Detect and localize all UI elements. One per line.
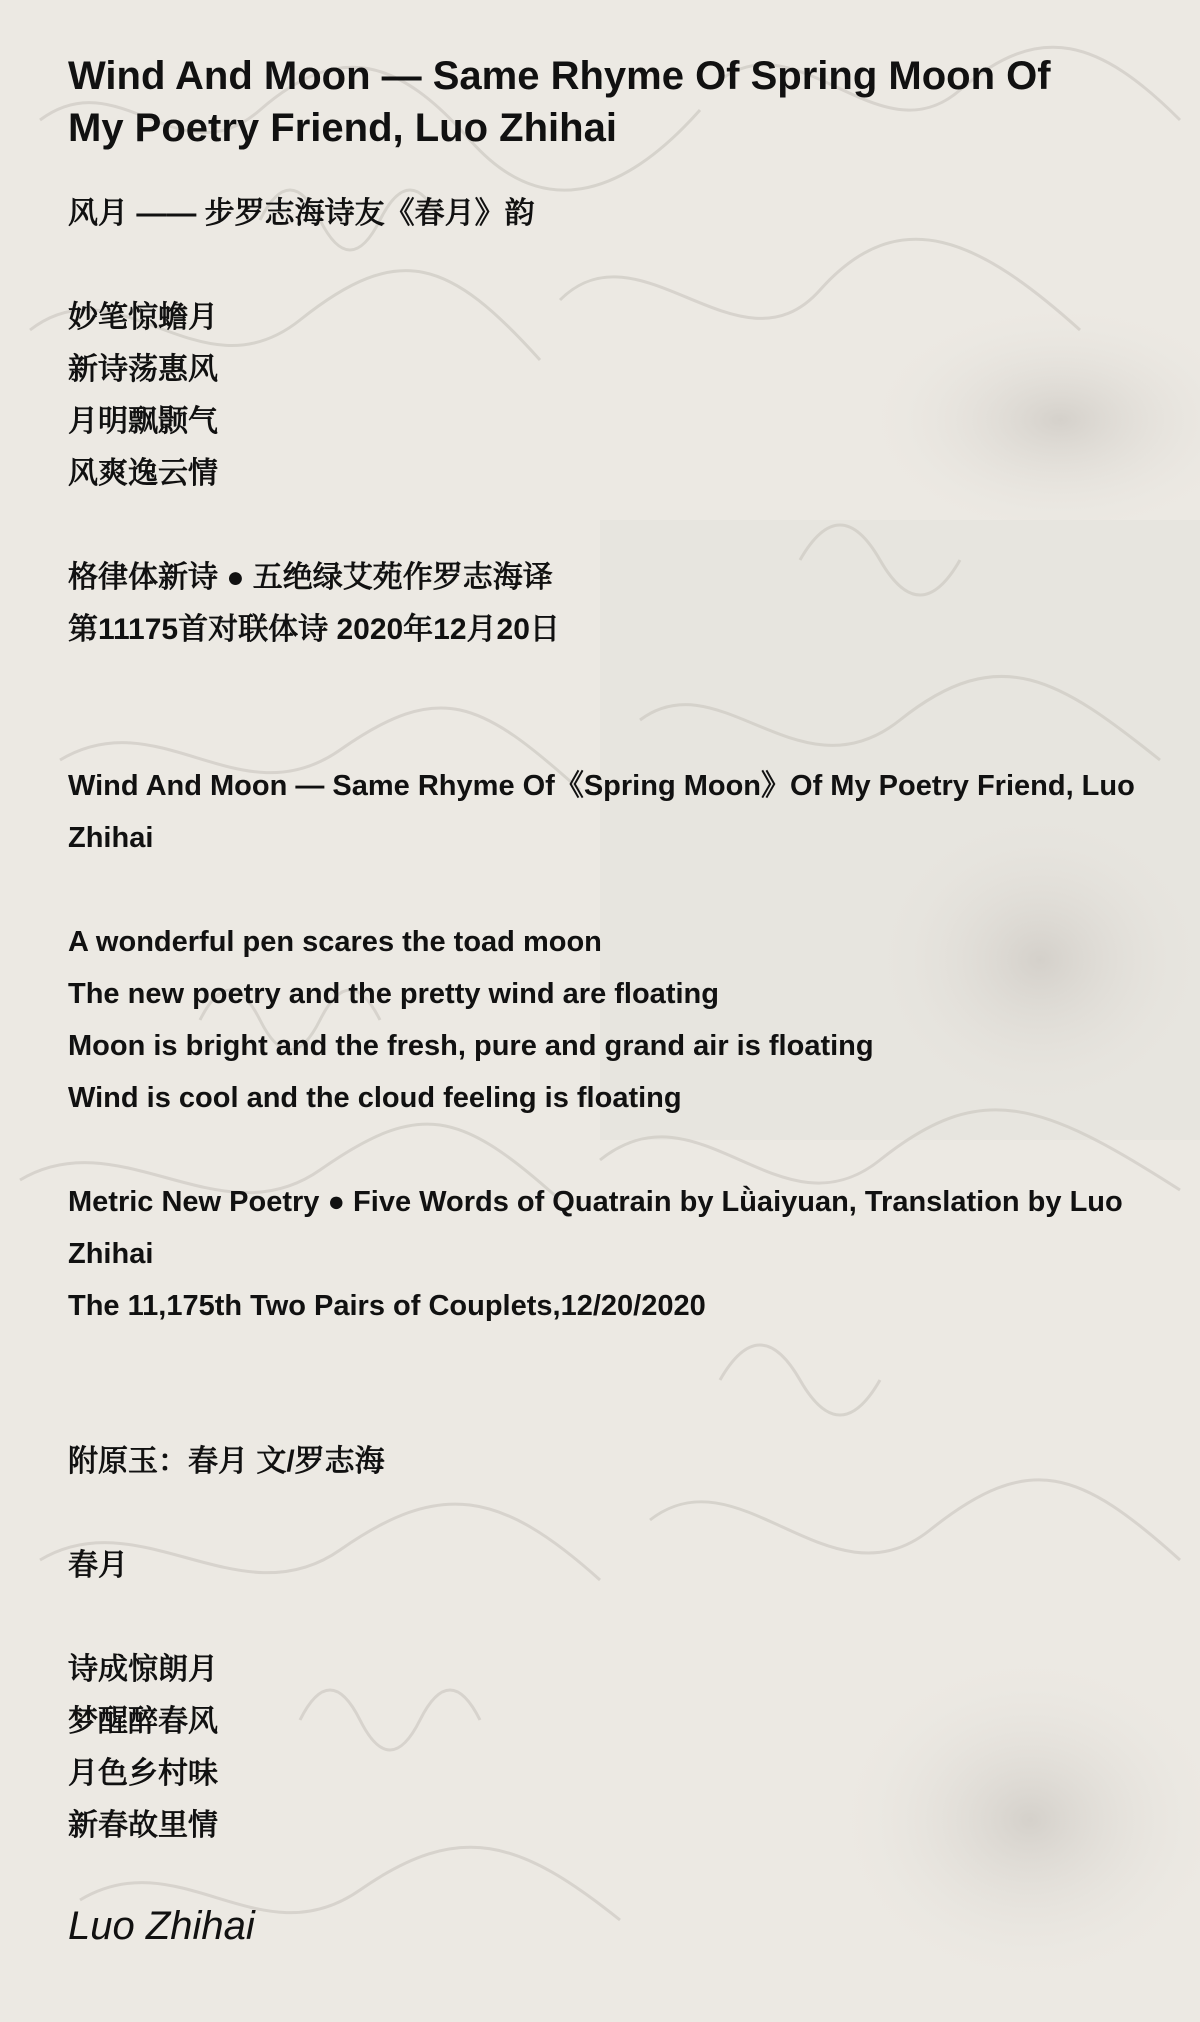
english-form-note: Metric New Poetry ● Five Words of Quatrain by Lǜaiyuan, Translation by Luo Zhihai (68, 1186, 1123, 1270)
chinese-poem (68, 292, 1188, 500)
english-poem (68, 916, 1188, 1124)
original-poem-line: 诗成惊朗月 (68, 1653, 218, 1686)
original-poem-line: 月色乡村味 (68, 1757, 218, 1790)
poem-document (68, 50, 1188, 1952)
english-poem-line: A wonderful pen scares the toad moon (68, 926, 602, 958)
original-poem-title: 春月 (68, 1549, 128, 1582)
chinese-subtitle: 风月 —— 步罗志海诗友《春月》韵 (68, 197, 535, 230)
chinese-poem-line: 新诗荡惠风 (68, 353, 218, 386)
english-date-note: The 11,175th Two Pairs of Couplets,12/20/2020 (68, 1290, 706, 1322)
original-poem-line: 梦醒醉春风 (68, 1705, 218, 1738)
chinese-metadata (68, 552, 1188, 656)
chinese-poem-line: 月明飘颢气 (68, 405, 218, 438)
english-poem-line: Moon is bright and the fresh, pure and grand air is floating (68, 1030, 874, 1062)
author-signature: Luo Zhihai (68, 1904, 255, 1948)
english-metadata (68, 1176, 1188, 1332)
english-poem-line: Wind is cool and the cloud feeling is floating (68, 1082, 682, 1114)
poem-title: Wind And Moon — Same Rhyme Of Spring Moon Of My Poetry Friend, Luo Zhihai (68, 54, 1051, 150)
chinese-poem-line: 妙笔惊蟾月 (68, 301, 218, 334)
english-poem-line: The new poetry and the pretty wind are floating (68, 978, 719, 1010)
chinese-poem-line: 风爽逸云情 (68, 457, 218, 490)
original-poem-line: 新春故里情 (68, 1809, 218, 1842)
original-poem (68, 1644, 1188, 1852)
appendix-heading: 附原玉：春月 文/罗志海 (68, 1445, 385, 1478)
english-subtitle: Wind And Moon — Same Rhyme Of《Spring Moon》Of My Poetry Friend, Luo Zhihai (68, 770, 1135, 854)
chinese-form-note: 格律体新诗 ● 五绝绿艾苑作罗志海译 (68, 561, 553, 594)
chinese-date-note: 第11175首对联体诗 2020年12月20日 (68, 613, 560, 646)
